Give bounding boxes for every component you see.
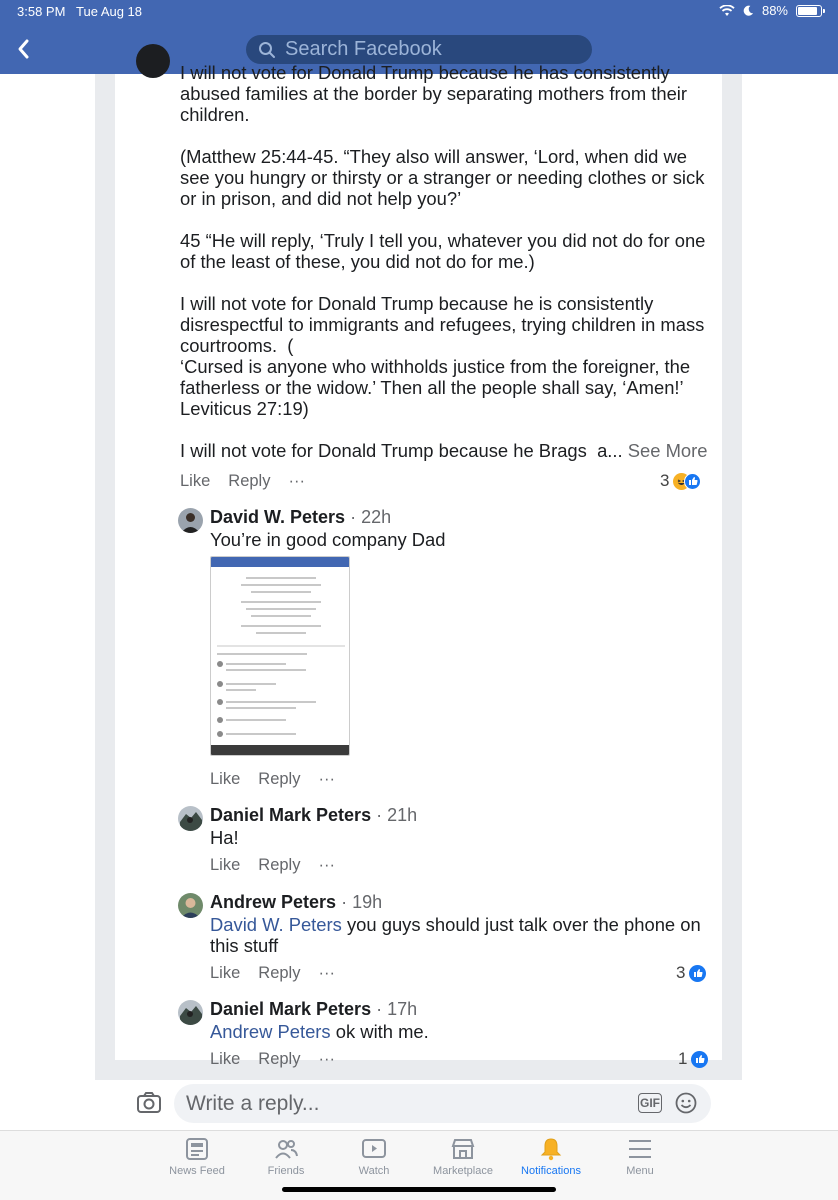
reply-author[interactable]: [210, 507, 391, 528]
screenshot-line: [226, 733, 296, 735]
see-more-link[interactable]: See More: [627, 440, 708, 461]
reply-text: You’re in good company Dad: [210, 529, 446, 550]
screenshot-line: [226, 719, 286, 721]
mention-link[interactable]: Andrew Peters: [210, 1021, 331, 1042]
tab-marketplace[interactable]: [418, 1137, 508, 1177]
status-time: 3:58 PM: [17, 4, 66, 19]
reply-author-name[interactable]: David W. Peters: [210, 507, 346, 527]
reply-text-content: ok with me.: [335, 1021, 429, 1042]
reaction-count: 3: [660, 471, 670, 490]
reply-text: Ha!: [210, 827, 239, 848]
screenshot-line: [251, 615, 311, 617]
reply-author-name[interactable]: Daniel Mark Peters: [210, 999, 372, 1019]
screenshot-avatar-dot: [217, 731, 223, 737]
screenshot-line: [246, 577, 316, 579]
menu-icon: [627, 1137, 653, 1161]
tab-news-feed[interactable]: [152, 1137, 242, 1177]
gutter-right: [722, 74, 742, 1078]
reply-author-name[interactable]: Andrew Peters: [210, 892, 337, 912]
reply-input-placeholder: Write a reply...: [186, 1091, 320, 1115]
reply-text-content: you guys should just talk over the phone on this stuff: [210, 914, 701, 956]
reply-actions: [210, 770, 335, 789]
reply-author[interactable]: [210, 805, 417, 826]
more-options-button[interactable]: ···: [318, 1050, 335, 1068]
more-options-button[interactable]: ···: [318, 770, 335, 788]
attached-screenshot[interactable]: [210, 556, 350, 756]
screenshot-avatar-dot: [217, 681, 223, 687]
comment-truncated-text: I will not vote for Donald Trump because he Brags a...: [180, 440, 623, 461]
tab-label: Marketplace: [433, 1165, 493, 1177]
search-icon: [258, 41, 276, 59]
like-button[interactable]: Like: [210, 770, 241, 788]
screenshot-line: [217, 653, 307, 655]
reaction-count: 3: [676, 963, 686, 982]
screenshot-avatar-dot: [217, 717, 223, 723]
like-button[interactable]: Like: [210, 856, 241, 874]
screenshot-footer: [211, 745, 349, 755]
reply-input[interactable]: [174, 1084, 711, 1123]
reply-button[interactable]: Reply: [258, 964, 301, 982]
screenshot-avatar-dot: [217, 699, 223, 705]
screenshot-line: [217, 645, 345, 647]
comment-paragraph: 45 “He will reply, ‘Truly I tell you, whatever you did not do for one of the least of these, you did not do for me.): [180, 230, 711, 272]
more-options-button[interactable]: ···: [288, 472, 305, 490]
tab-label: Watch: [358, 1165, 390, 1177]
reply-author[interactable]: [210, 999, 417, 1020]
comment-last-line: [180, 440, 720, 461]
tab-friends[interactable]: [241, 1137, 331, 1177]
search-placeholder: Search Facebook: [285, 38, 442, 60]
reply-time: 17h: [387, 999, 418, 1019]
reply-button[interactable]: Reply: [258, 856, 301, 874]
screenshot-avatar-dot: [217, 661, 223, 667]
avatar[interactable]: [178, 806, 203, 831]
reply-time-prefix: · 19h: [341, 892, 383, 912]
comment-paragraph: (Matthew 25:44-45. “They also will answer, ‘Lord, when did we see you hungry or thirsty or a stranger or needing clothes or sick or in prison, and did not help you?’: [180, 146, 710, 209]
reply-button[interactable]: Reply: [228, 472, 271, 490]
screenshot-line: [226, 663, 286, 665]
camera-icon[interactable]: [136, 1091, 162, 1115]
gif-icon[interactable]: GIF: [638, 1093, 662, 1113]
avatar[interactable]: [178, 1000, 203, 1025]
tab-watch[interactable]: [329, 1137, 419, 1177]
reply-button[interactable]: Reply: [258, 770, 301, 788]
reply-time: 21h: [387, 805, 418, 825]
screenshot-line: [226, 707, 296, 709]
watch-icon: [361, 1137, 387, 1161]
chevron-left-icon: [12, 36, 36, 62]
comment-text: [180, 62, 720, 461]
reply-author-name[interactable]: Daniel Mark Peters: [210, 805, 372, 825]
screenshot-line: [246, 608, 316, 610]
emoji-icon[interactable]: [675, 1092, 697, 1114]
screenshot-line: [226, 689, 256, 691]
screenshot-line: [256, 632, 306, 634]
mention-link[interactable]: David W. Peters: [210, 914, 342, 935]
back-button[interactable]: [12, 36, 36, 62]
screenshot-line: [226, 701, 316, 703]
reply-time-prefix: · 17h: [376, 999, 418, 1019]
search-input[interactable]: [246, 35, 592, 64]
post-author-avatar[interactable]: [136, 44, 170, 78]
gutter-left: [95, 74, 115, 1078]
status-date: Tue Aug 18: [76, 4, 143, 19]
comment-actions: [180, 472, 305, 491]
tab-notifications[interactable]: [506, 1137, 596, 1177]
like-button[interactable]: Like: [210, 964, 241, 982]
reaction-count: 1: [678, 1049, 688, 1068]
status-right: [719, 3, 822, 18]
tab-label: Notifications: [521, 1165, 581, 1177]
screenshot-line: [251, 591, 311, 593]
more-options-button[interactable]: ···: [318, 964, 335, 982]
reply-text: [210, 1021, 710, 1042]
screenshot-line: [241, 601, 321, 603]
screenshot-line: [226, 669, 306, 671]
screenshot-line: [241, 584, 321, 586]
gutter-bottom: [95, 1060, 742, 1080]
screenshot-line: [226, 683, 276, 685]
bell-icon: [538, 1137, 564, 1161]
battery-percent: 88%: [761, 3, 788, 18]
like-reaction-icon: [691, 1051, 708, 1068]
tab-menu[interactable]: [595, 1137, 685, 1177]
reply-text: [210, 914, 710, 956]
tab-label: Friends: [267, 1165, 305, 1177]
more-options-button[interactable]: ···: [318, 856, 335, 874]
avatar[interactable]: [178, 508, 203, 533]
reply-time-prefix: · 22h: [350, 507, 392, 527]
reply-time-prefix: · 21h: [376, 805, 418, 825]
reply-time: 22h: [361, 507, 392, 527]
reply-actions: [210, 1050, 335, 1069]
reply-button[interactable]: Reply: [258, 1050, 301, 1068]
reply-actions: [210, 964, 335, 983]
marketplace-icon: [450, 1137, 476, 1161]
reaction-summary[interactable]: [676, 963, 706, 983]
reply-time: 19h: [352, 892, 383, 912]
wifi-icon: [719, 5, 735, 17]
comment-paragraph: I will not vote for Donald Trump because he has consistently abused families at the border by separating mothers from their children.: [180, 62, 693, 125]
reaction-summary[interactable]: [678, 1049, 708, 1069]
reply-actions: [210, 856, 335, 875]
reaction-summary[interactable]: [660, 471, 701, 491]
home-indicator[interactable]: [282, 1187, 556, 1192]
screenshot-line: [241, 625, 321, 627]
like-button[interactable]: Like: [180, 472, 211, 490]
screenshot-header: [211, 557, 349, 567]
tab-label: Menu: [626, 1165, 654, 1177]
battery-fill: [798, 7, 817, 15]
like-reaction-icon: [684, 473, 701, 490]
like-button[interactable]: Like: [210, 1050, 241, 1068]
moon-icon: [743, 5, 754, 16]
reply-author[interactable]: [210, 892, 382, 913]
status-bar: [0, 0, 838, 24]
news-feed-icon: [184, 1137, 210, 1161]
like-reaction-icon: [689, 965, 706, 982]
friends-icon: [273, 1137, 299, 1161]
avatar[interactable]: [178, 893, 203, 918]
tab-label: News Feed: [169, 1165, 225, 1177]
comment-paragraph: I will not vote for Donald Trump because he is consistently disrespectful to immigrants and refugees, trying children in mass courtrooms. ( ‘Cursed is anyone who withholds justice from the foreigner, the fatherless or the widow.’ Then all the people shall say, ‘Amen!’ Leviticus 27:19): [180, 293, 705, 419]
battery-icon: [796, 5, 822, 17]
